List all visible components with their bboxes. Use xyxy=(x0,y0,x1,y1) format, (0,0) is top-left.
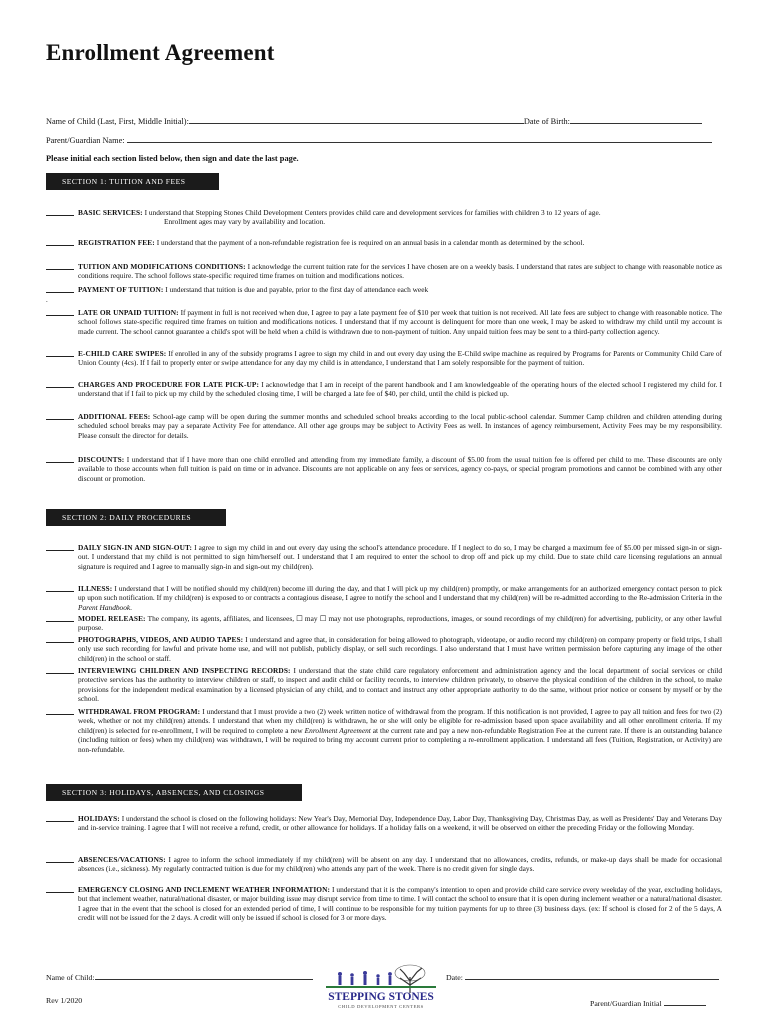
withdrawal-item xyxy=(46,707,722,754)
tuition-item xyxy=(46,262,722,281)
absences-text: I agree to inform the school immediately if my child(ren) will be absent on any day. I understand that no allowances, credits, refunds, or make-up days shall be made for occasional absences (i.e., sickness). My regularly contracted tuition is due for my child(ren) who attends any part of the week. There is no credit given for single days. xyxy=(78,855,722,874)
interview-text: I understand that the state child care regulatory enforcement and administration agency and the local department of social services or child protective services has the authority to interview children or staff, to inspect and audit child or facility records, to interview children privately, to observe the physical condition of the children in the school, to make provisions for the independent medical examination by a licensed physician of any child, and to contact and instruct any other appropriate authority to do the same, without prior notice or consent by myself or by the school. xyxy=(78,666,722,704)
additional-title: ADDITIONAL FEES: xyxy=(78,412,151,421)
logo-figures-icon xyxy=(338,971,392,985)
echild-title: E-CHILD CARE SWIPES: xyxy=(78,349,167,358)
payment-text: I understand that tuition is due and payable, prior to the first day of attendance each week xyxy=(165,285,429,294)
initial-blank[interactable] xyxy=(46,821,74,822)
footer-date-row xyxy=(446,970,719,982)
illness-handbook-ref: Parent Handbook xyxy=(78,602,131,612)
footer-name-label: Name of Child: xyxy=(46,973,95,982)
additional-fees-item xyxy=(46,412,722,440)
initial-blank[interactable] xyxy=(46,292,74,293)
model-release-item xyxy=(46,614,722,633)
initial-blank[interactable] xyxy=(46,673,74,674)
initial-blank[interactable] xyxy=(46,315,74,316)
holidays-text: I understand the school is closed on the following holidays: New Year's Day, Memorial Day, Independence Day, Labor Day, Thanksgiving Day, Christmas Day, as well as Presidents' Day and Veterans Day and in-service training. I agree that I will not receive a refund, credit, or other allowance for holidays. If a holiday falls on a weekend, it will be observed on either the preceding Friday or the following Monday. xyxy=(78,814,722,833)
interview-title: INTERVIEWING CHILDREN AND INSPECTING RECORDS: xyxy=(78,666,291,675)
signin-item xyxy=(46,543,722,571)
photos-text: I understand and agree that, in consideration for being allowed to photograph, videotape, or audio record my child(ren) on company property or field trips, I shall only use such recording for lawful and private home use, and will not publish, publicly display, or sell such recordings. I also understand that I must have written permission before capturing any image of the other child(ren) in the school or staff. xyxy=(78,635,723,663)
parent-name-row xyxy=(46,133,712,145)
section1-header-label: SECTION 1: TUITION AND FEES xyxy=(62,177,186,186)
footer-initial-label: Parent/Guardian Initial xyxy=(590,999,662,1008)
initial-blank[interactable] xyxy=(46,356,74,357)
absences-title: ABSENCES/VACATIONS: xyxy=(78,855,166,864)
parent-name-label: Parent/Guardian Name: xyxy=(46,136,125,145)
revision-label: Rev 1/2020 xyxy=(46,996,83,1005)
charges-title: CHARGES AND PROCEDURE FOR LATE PICK-UP: xyxy=(78,380,260,389)
payment-title: PAYMENT OF TUITION: xyxy=(78,285,164,294)
initial-blank[interactable] xyxy=(46,269,74,270)
emergency-text: I understand that it is the company's intention to open and provide child care service every weekday of the year, excluding holidays, but that inclement weather, natural/national disaster, or major building issue may disrupt service from time to time. I will contact the school to ensure that it is open during inclement weather or a natural/national disaster. I agree that in the event that the school is closed for an extended period of time, I will continue to be responsible for my tuition payments for up to three (3) business days. (ex: If school is closed for 2 of the 5 days, A credit will not be issued for the 2 days. A credit will only be issued if school is closed for 3 or more days. xyxy=(78,885,722,923)
may-checkbox[interactable]: ☐ xyxy=(296,614,303,623)
late-unpaid-item xyxy=(46,308,722,336)
tuition-text: I acknowledge the current tuition rate for the services I have chosen are on a weekly basis. I understand that rates are subject to change with reasonable notice as conditions require. The school follows state-specific required time frames on tuition and modifications notices. xyxy=(78,262,722,281)
discounts-item xyxy=(46,455,722,483)
section2-header xyxy=(46,509,226,526)
holidays-item xyxy=(46,814,722,833)
may-label: may xyxy=(304,614,318,623)
registration-item xyxy=(46,238,722,247)
interviewing-item xyxy=(46,666,722,704)
emergency-closing-item xyxy=(46,885,722,923)
tuition-title: TUITION AND MODIFICATIONS CONDITIONS: xyxy=(78,262,246,271)
absences-item xyxy=(46,855,722,874)
footer-date-field[interactable] xyxy=(465,970,719,980)
initial-blank[interactable] xyxy=(46,462,74,463)
initial-blank[interactable] xyxy=(46,892,74,893)
withdrawal-text: I understand that I must provide a two (2) week written notice of withdrawal from the program. If this notification is not provided, I agree to pay all tuition and fees for two (2) week, whether or not my child(ren) attends. I understand that when my child(ren) is withdrawn, he or she will only be eligible for re-admission based upon space availability and all other enrollment criteria. If my child(ren) is selected for re-enrollment, I will be required to complete a new xyxy=(78,707,722,735)
signin-title: DAILY SIGN-IN AND SIGN-OUT: xyxy=(78,543,192,552)
withdrawal-text2: at the current rate and pay a new non-refundable Registration Fee at the current rate. If there is an outstanding balance (including tuition or fees) when my child(ren) was withdrawn, I will be required to bring my account current prior to completing a re-enrollment application. I understand all fees (Tuition, Registration, or Activity) are non-refundable. xyxy=(78,725,722,754)
emergency-title: EMERGENCY CLOSING AND INCLEMENT WEATHER INFORMATION: xyxy=(78,885,331,894)
initial-blank[interactable] xyxy=(46,387,74,388)
may-not-checkbox[interactable]: ☐ xyxy=(319,614,327,623)
section1-header xyxy=(46,173,219,190)
initial-blank[interactable] xyxy=(46,621,74,622)
child-name-label: Name of Child (Last, First, Middle Initial): xyxy=(46,117,189,126)
registration-text: I understand that the payment of a non-refundable registration fee is required on an annual basis in a calendar month as determined by the school. xyxy=(156,238,585,247)
child-name-field[interactable] xyxy=(189,114,524,124)
charges-text: I acknowledge that I am in receipt of the parent handbook and I am knowledgeable of the operating hours of the elected school I registered my child for. I understand that if I fail to pick up my child by the scheduled closing time, I will be charged a late fee of $40, per child, until the child is picked up. xyxy=(78,380,722,399)
footer-child-name-row xyxy=(46,970,313,982)
footer-initial-field[interactable] xyxy=(664,996,706,1006)
basic-services-item xyxy=(46,208,722,227)
illness-text: I understand that I will be notified should my child(ren) become ill during the day, and that I will pick up my child(ren) promptly, or make arrangements for an authorized emergency contact person to pick up upon such notification. If my child(ren) is exposed to or contracts a contagious disease, I agree to notify the school and I understand that my child(ren) will be re-admitted according to the Re-admission Criteria in the xyxy=(78,584,722,603)
enrollment-agreement-ref: Enrollment Agreement xyxy=(304,725,371,735)
stepping-stones-logo xyxy=(318,963,444,1013)
initial-blank[interactable] xyxy=(46,714,74,715)
basic-services-title: BASIC SERVICES: xyxy=(78,208,143,217)
initial-blank[interactable] xyxy=(46,862,74,863)
illness-item: ILLNESS: I understand that I will be notified should my child(ren) become ill during the day, and that I will pick up my child(ren) promptly, or make arrangements for an authorized emergency contact person to pick up upon such notification. If my child(ren) is exposed to or contracts a contagious disease, I agree to notify the school and I understand that my child(ren) will be re-admitted according to the Re-admission Criteria in the Parent Handbook. xyxy=(46,584,722,612)
echild-text: If enrolled in any of the subsidy programs I agree to sign my child in and out every day using the E-Child swipe machine as required by Programs for Parents or Community Child Care of Union County (4cs). If I fail to properly enter or swipe attendance for any day my child is in attendance, I understand that I am solely responsible for the payment of tuition. xyxy=(78,349,722,368)
section2-header-label: SECTION 2: DAILY PROCEDURES xyxy=(62,513,192,522)
additional-text: School-age camp will be open during the summer months and scheduled school breaks according to the local public-school calendar. Summer Camp children and children attending during scheduled school breaks may pay a separate Activity Fee for attendance. All other age groups may be subject to Activity Fees as well. In instances of agency reimbursement, Activity Fees may be my responsibility. Please consult the director for details. xyxy=(78,412,722,440)
footer-name-field[interactable] xyxy=(95,970,313,980)
logo-text: STEPPING STONES xyxy=(328,991,434,1003)
logo-subtext: CHILD DEVELOPMENT CENTERS xyxy=(338,1004,424,1009)
initial-blank[interactable] xyxy=(46,419,74,420)
echild-item xyxy=(46,349,722,368)
model-text: The company, its agents, affiliates, and licensees, xyxy=(147,614,295,623)
initial-blank[interactable] xyxy=(46,550,74,551)
holidays-title: HOLIDAYS: xyxy=(78,814,120,823)
illness-title: ILLNESS: xyxy=(78,584,113,593)
parent-name-field[interactable] xyxy=(127,133,712,143)
late-pickup-item xyxy=(46,380,722,399)
footer-initial-row xyxy=(590,996,706,1008)
footer-date-label: Date: xyxy=(446,973,463,982)
dob-field[interactable] xyxy=(570,114,702,124)
child-name-row xyxy=(46,114,702,126)
dob-label: Date of Birth: xyxy=(523,117,570,126)
section3-header-label: SECTION 3: HOLIDAYS, ABSENCES, AND CLOSINGS xyxy=(62,788,265,797)
stray-mark: . xyxy=(46,296,48,304)
signin-text: I agree to sign my child in and out every day using the school's attendance procedure. If I neglect to do so, I may be charged a maximum fee of $5.00 per missed sign-in or sign-out. I understand that my child is not permitted to sign him/herself out. I understand that I am required to enter the school to drop off and pick up my child. Due to state child care licensing regulations an annual signature is required and I agree to manually sign-in and sign-out my child(ren). xyxy=(78,543,722,571)
initial-blank[interactable] xyxy=(46,215,74,216)
model-title: MODEL RELEASE: xyxy=(78,614,146,623)
may-not-label: may not use photographs, reproductions, images, or sound recordings of my child(ren) for advertising, publicity, or any other lawful purpose. xyxy=(78,614,722,633)
late-text: If payment in full is not received when due, I agree to pay a late payment fee of $10 per week that tuition is not received. All late fees are subject to change with reasonable notice. The school follows state-specific required time frames on tuition and modifications notices. I understand that if my account is delinquent for more than one week, I may be asked to withdraw my child until my account is made current. The school cannot guarantee a child's spot will be held when a child is withdrawn due to non-payment of tuition. Any unpaid tuition fees may be sent to a third-party collection agency. xyxy=(78,308,722,336)
discounts-title: DISCOUNTS: xyxy=(78,455,125,464)
section3-header xyxy=(46,784,302,801)
withdrawal-title: WITHDRAWAL FROM PROGRAM: xyxy=(78,707,201,716)
page-title: Enrollment Agreement xyxy=(46,40,275,65)
basic-services-text2: Enrollment ages may vary by availability and location. xyxy=(164,217,326,227)
logo-ground xyxy=(326,986,436,988)
initial-blank[interactable] xyxy=(46,591,74,592)
initial-blank[interactable] xyxy=(46,642,74,643)
payment-item xyxy=(46,285,722,294)
instructions: Please initial each section listed below, then sign and date the last page. xyxy=(46,154,299,163)
basic-services-text: I understand that Stepping Stones Child Development Centers provides child care and development services for families with children 3 to 12 years of age. xyxy=(144,208,601,217)
photographs-item xyxy=(46,635,722,663)
discounts-text: I understand that if I have more than one child enrolled and attending from my immediate family, a discount of $5.00 from the usual tuition fee is offered per child to me. These discounts are only available to those accounts when full tuition is paid on time or in advance. Discounts are not applicable on any fees or services, agency co-pays, or special program promotions and cannot be combined with any other discount or promotion. xyxy=(78,455,722,483)
late-title: LATE OR UNPAID TUITION: xyxy=(78,308,179,317)
registration-title: REGISTRATION FEE: xyxy=(78,238,155,247)
photos-title: PHOTOGRAPHS, VIDEOS, AND AUDIO TAPES: xyxy=(78,635,244,644)
initial-blank[interactable] xyxy=(46,245,74,246)
logo-tree-icon xyxy=(395,965,425,993)
